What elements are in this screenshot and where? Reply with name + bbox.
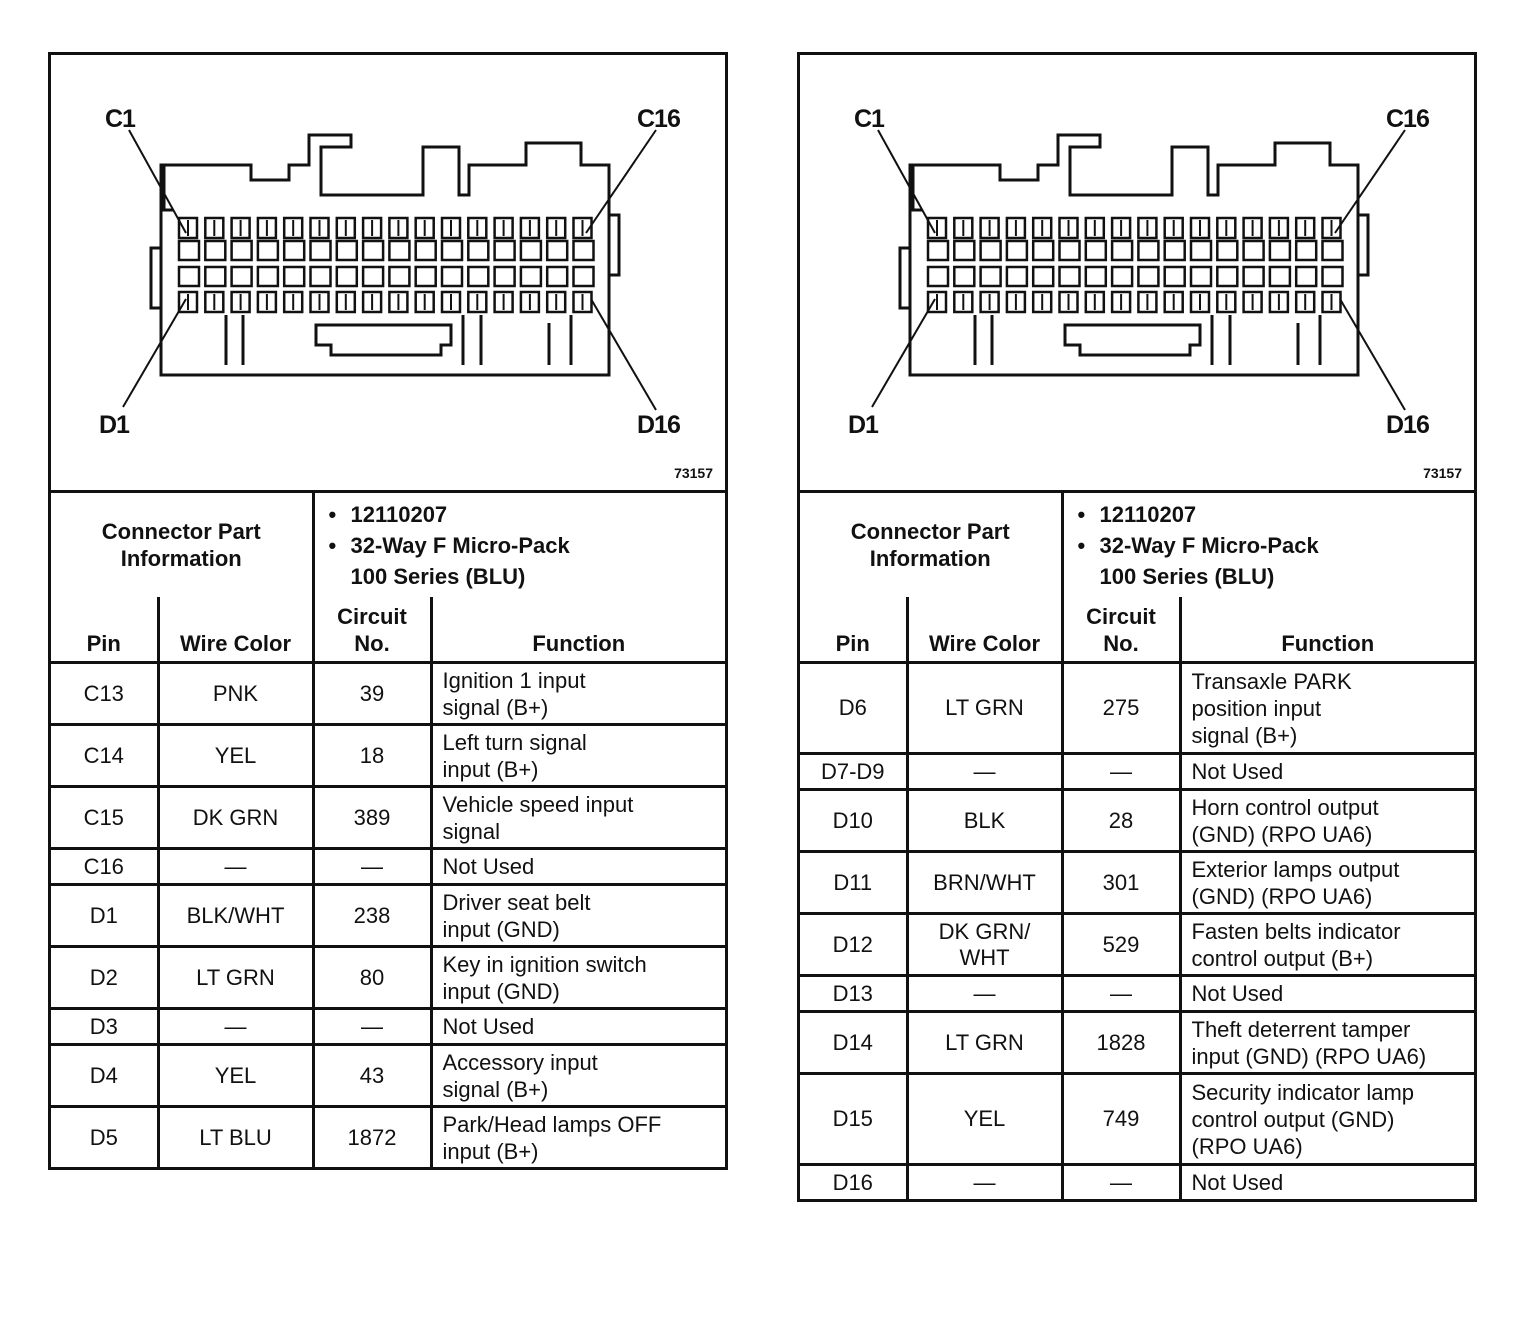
pin-cavity [1138, 241, 1158, 260]
function-line: input (B+) [442, 756, 539, 782]
wire-color-cell: — [907, 754, 1062, 790]
header-wire-color: Wire Color [907, 597, 1062, 663]
leader-line-c1 [129, 130, 186, 233]
circuit-cell: 80 [313, 947, 431, 1009]
pin-label-c16: C16 [1386, 105, 1429, 133]
table-row [800, 790, 1474, 852]
connector-diagram [800, 55, 1474, 493]
function-cell [431, 725, 725, 787]
pin-cavity [1033, 267, 1053, 286]
figure-number: 73157 [674, 465, 713, 481]
function-line: Horn control output [1191, 794, 1379, 820]
function-cell [431, 1009, 725, 1045]
function-line: control output (GND) [1191, 1106, 1395, 1132]
leader-line-d16 [1340, 299, 1405, 410]
pin-cavity [284, 267, 304, 286]
wire-color-cell: LT GRN [907, 1012, 1062, 1074]
circuit-cell: 39 [313, 663, 431, 725]
circuit-cell: 389 [313, 787, 431, 849]
connector-key-slot [316, 325, 451, 355]
table-row [51, 947, 725, 1009]
connector-info-values [313, 493, 725, 597]
function-line: input (GND) (RPO UA6) [1191, 1043, 1427, 1069]
circuit-cell: 18 [313, 725, 431, 787]
function-line: signal (B+) [442, 694, 549, 720]
wire-color-cell: — [158, 1009, 313, 1045]
function-cell [431, 663, 725, 725]
pin-cavity [205, 241, 225, 260]
connector-post-right [1212, 315, 1230, 365]
pin-cell: D13 [800, 976, 907, 1012]
table-row [51, 1045, 725, 1107]
function-cell [1180, 1012, 1474, 1074]
pin-cavity [205, 267, 225, 286]
wire-color-cell: YEL [158, 1045, 313, 1107]
pin-cavity [1296, 241, 1316, 260]
pin-cell: D3 [51, 1009, 158, 1045]
connector-key-slot [1065, 325, 1200, 355]
pin-cavity [1191, 267, 1211, 286]
wire-color-cell: BLK/WHT [158, 885, 313, 947]
pin-cell: D16 [800, 1165, 907, 1200]
leader-line-c16 [1335, 130, 1405, 233]
pin-cavity [389, 241, 409, 260]
pin-cavity [1007, 267, 1027, 286]
function-line: Left turn signal [442, 729, 587, 755]
wire-color-cell: YEL [158, 725, 313, 787]
wire-color-cell: BLK [907, 790, 1062, 852]
connector-diagram [51, 55, 725, 493]
wire-color-cell: LT GRN [158, 947, 313, 1009]
connector-info-label: Connector Part Information [51, 493, 313, 597]
pin-cell: D15 [800, 1074, 907, 1165]
connector-description: • 32-Way F Micro-Pack 100 Series (BLU) [325, 530, 716, 592]
function-line: input (B+) [442, 1138, 539, 1164]
pin-cell: D2 [51, 947, 158, 1009]
header-function: Function [431, 597, 725, 663]
function-line: Transaxle PARK [1191, 668, 1352, 694]
function-line: Key in ignition switch [442, 951, 647, 977]
pin-cell: C16 [51, 849, 158, 885]
table-row [800, 1012, 1474, 1074]
function-cell [1180, 976, 1474, 1012]
pin-label-d16: D16 [1386, 411, 1429, 439]
connector-rib-lower [549, 315, 571, 365]
wire-color-cell: DK GRN/ WHT [907, 914, 1062, 976]
pin-cell: D7-D9 [800, 754, 907, 790]
pin-cavity [179, 267, 199, 286]
pin-cavity [337, 241, 357, 260]
wire-color-cell: — [158, 849, 313, 885]
pin-cavity [258, 267, 278, 286]
pin-cavity [311, 241, 331, 260]
circuit-cell: 28 [1062, 790, 1180, 852]
function-cell [1180, 790, 1474, 852]
function-line: (GND) (RPO UA6) [1191, 883, 1373, 909]
function-line: Theft deterrent tamper [1191, 1016, 1411, 1042]
function-line: Park/Head lamps OFF [442, 1111, 662, 1137]
circuit-cell: — [1062, 754, 1180, 790]
wire-color-cell: LT BLU [158, 1107, 313, 1168]
pin-cavity [232, 267, 252, 286]
header-wire-color: Wire Color [158, 597, 313, 663]
wire-color-cell: LT GRN [907, 663, 1062, 754]
wire-color-cell: — [907, 976, 1062, 1012]
circuit-cell: 1828 [1062, 1012, 1180, 1074]
leader-line-d1 [123, 299, 186, 407]
pin-cavity [928, 267, 948, 286]
function-line: (RPO UA6) [1191, 1133, 1303, 1159]
pin-cell: C14 [51, 725, 158, 787]
pin-cavity [1244, 267, 1264, 286]
pin-cavity [574, 267, 594, 286]
function-line: Not Used [442, 1014, 535, 1039]
circuit-cell: — [1062, 976, 1180, 1012]
connector-side-rib-left [151, 248, 161, 308]
pinout-rows [51, 663, 725, 1168]
pin-cavity [1060, 267, 1080, 286]
connector-post-left [226, 315, 243, 365]
pin-label-d1: D1 [848, 411, 878, 439]
function-line: Not Used [1191, 981, 1284, 1006]
function-line: Driver seat belt [442, 889, 591, 915]
header-circuit: Circuit No. [1062, 597, 1180, 663]
connector-post-left [975, 315, 992, 365]
pin-cavity [232, 241, 252, 260]
connector-post-right [463, 315, 481, 365]
pin-cavity [442, 267, 462, 286]
leader-line-d16 [591, 299, 656, 410]
circuit-cell: 275 [1062, 663, 1180, 754]
pinout-table [51, 597, 725, 1167]
header-pin: Pin [800, 597, 907, 663]
function-cell [431, 849, 725, 885]
pin-cavity [1217, 267, 1237, 286]
table-row [51, 663, 725, 725]
pinout-table [800, 597, 1474, 1199]
pin-cavity [1112, 241, 1132, 260]
pin-cavity [337, 267, 357, 286]
pin-cavity [1086, 241, 1106, 260]
pin-cavity [1165, 267, 1185, 286]
function-line: position input [1191, 695, 1322, 721]
connector-face-drawing [51, 55, 725, 490]
function-cell [431, 947, 725, 1009]
table-row [51, 1009, 725, 1045]
pin-cell: D12 [800, 914, 907, 976]
function-line: (GND) (RPO UA6) [1191, 821, 1373, 847]
connector-info-table [800, 493, 1474, 597]
function-line: signal (B+) [1191, 722, 1298, 748]
table-row [51, 787, 725, 849]
connector-panel-right [797, 52, 1477, 1202]
pin-cavity [468, 241, 488, 260]
pin-cell: D6 [800, 663, 907, 754]
pin-cavity [179, 241, 199, 260]
pin-cavity [442, 241, 462, 260]
wire-color-cell: BRN/WHT [907, 852, 1062, 914]
function-cell [1180, 754, 1474, 790]
connector-info-label: Connector Part Information [800, 493, 1062, 597]
function-cell [1180, 852, 1474, 914]
function-line: Not Used [1191, 759, 1284, 784]
connector-face-drawing [800, 55, 1474, 490]
function-line: signal [442, 818, 500, 844]
table-row [800, 914, 1474, 976]
pin-cavity [258, 241, 278, 260]
table-row [800, 754, 1474, 790]
pin-cavity [981, 267, 1001, 286]
connector-side-rib-right [609, 215, 619, 275]
circuit-cell: 238 [313, 885, 431, 947]
pin-cell: D11 [800, 852, 907, 914]
table-row [51, 725, 725, 787]
pin-cavity [416, 241, 436, 260]
pin-cavity [1323, 267, 1343, 286]
pin-cavity [574, 241, 594, 260]
pin-label-c1: C1 [105, 105, 135, 133]
table-row [800, 1074, 1474, 1165]
connector-panel-left [48, 52, 728, 1170]
header-circuit: Circuit No. [313, 597, 431, 663]
pin-cavity [495, 241, 515, 260]
function-line: Fasten belts indicator [1191, 918, 1401, 944]
pin-cavity [389, 267, 409, 286]
wire-color-cell: — [907, 1165, 1062, 1200]
header-function: Function [1180, 597, 1474, 663]
wire-color-cell: DK GRN [158, 787, 313, 849]
function-line: Exterior lamps output [1191, 856, 1400, 882]
circuit-cell: 1872 [313, 1107, 431, 1168]
pin-cavity [1270, 241, 1290, 260]
pin-cavity [1138, 267, 1158, 286]
connector-description: • 32-Way F Micro-Pack 100 Series (BLU) [1074, 530, 1465, 592]
pin-cavity [1060, 241, 1080, 260]
function-cell [1180, 1165, 1474, 1200]
pin-cavity [1165, 241, 1185, 260]
pin-cavity [547, 241, 567, 260]
function-line: Ignition 1 input [442, 667, 586, 693]
pin-cavity [1112, 267, 1132, 286]
pin-cell: C15 [51, 787, 158, 849]
circuit-cell: — [313, 849, 431, 885]
table-row [51, 885, 725, 947]
pin-cavity [416, 267, 436, 286]
table-row [51, 849, 725, 885]
pin-label-d16: D16 [637, 411, 680, 439]
wire-color-cell: PNK [158, 663, 313, 725]
circuit-cell: — [1062, 1165, 1180, 1200]
pin-cavity [1217, 241, 1237, 260]
connector-info-table [51, 493, 725, 597]
pin-label-c16: C16 [637, 105, 680, 133]
figure-number: 73157 [1423, 465, 1462, 481]
table-row [51, 1107, 725, 1168]
wire-color-cell: YEL [907, 1074, 1062, 1165]
circuit-cell: — [313, 1009, 431, 1045]
circuit-cell: 529 [1062, 914, 1180, 976]
function-line: Not Used [1191, 1170, 1284, 1195]
connector-rib-lower [1298, 315, 1320, 365]
connector-side-rib-left [900, 248, 910, 308]
pin-cavity [1007, 241, 1027, 260]
table-row [800, 976, 1474, 1012]
pin-cavity [521, 241, 541, 260]
pin-cavity [495, 267, 515, 286]
function-cell [431, 787, 725, 849]
function-cell [1180, 914, 1474, 976]
pin-cavity [468, 267, 488, 286]
function-line: control output (B+) [1191, 945, 1374, 971]
pin-label-d1: D1 [99, 411, 129, 439]
function-cell [1180, 1074, 1474, 1165]
pin-cavity [311, 267, 331, 286]
pin-cell: D1 [51, 885, 158, 947]
pin-cavity [284, 241, 304, 260]
table-row [800, 1165, 1474, 1200]
function-line: input (GND) [442, 978, 560, 1004]
connector-side-rib-right [1358, 215, 1368, 275]
function-cell [431, 1045, 725, 1107]
circuit-cell: 749 [1062, 1074, 1180, 1165]
leader-line-c16 [586, 130, 656, 233]
function-line: Vehicle speed input [442, 791, 634, 817]
function-cell [1180, 663, 1474, 754]
function-line: Accessory input [442, 1049, 598, 1075]
pin-cell: D5 [51, 1107, 158, 1168]
pin-cell: D10 [800, 790, 907, 852]
part-number: • 12110207 [1074, 499, 1465, 530]
table-row [800, 663, 1474, 754]
pin-cavity [363, 267, 383, 286]
pin-cavity [1033, 241, 1053, 260]
pin-cavity [1086, 267, 1106, 286]
part-number: • 12110207 [325, 499, 716, 530]
circuit-cell: 301 [1062, 852, 1180, 914]
pin-cavity [521, 267, 541, 286]
pin-cell: D14 [800, 1012, 907, 1074]
function-line: input (GND) [442, 916, 560, 942]
pin-cavity [1244, 241, 1264, 260]
function-line: Not Used [442, 854, 535, 879]
function-line: Security indicator lamp [1191, 1079, 1415, 1105]
leader-line-c1 [878, 130, 935, 233]
pinout-rows [800, 663, 1474, 1200]
pin-label-c1: C1 [854, 105, 884, 133]
function-cell [431, 1107, 725, 1168]
connector-info-values [1062, 493, 1474, 597]
header-pin: Pin [51, 597, 158, 663]
pin-cavity [1323, 241, 1343, 260]
pin-cavity [363, 241, 383, 260]
table-row [800, 852, 1474, 914]
circuit-cell: 43 [313, 1045, 431, 1107]
pin-cell: D4 [51, 1045, 158, 1107]
pin-cavity [547, 267, 567, 286]
leader-line-d1 [872, 299, 935, 407]
pin-cavity [981, 241, 1001, 260]
function-cell [431, 885, 725, 947]
pin-cavity [1296, 267, 1316, 286]
pin-cavity [1270, 267, 1290, 286]
pin-cavity [1191, 241, 1211, 260]
function-line: signal (B+) [442, 1076, 549, 1102]
pin-cavity [954, 267, 974, 286]
pin-cell: C13 [51, 663, 158, 725]
pin-cavity [954, 241, 974, 260]
pin-cavity [928, 241, 948, 260]
